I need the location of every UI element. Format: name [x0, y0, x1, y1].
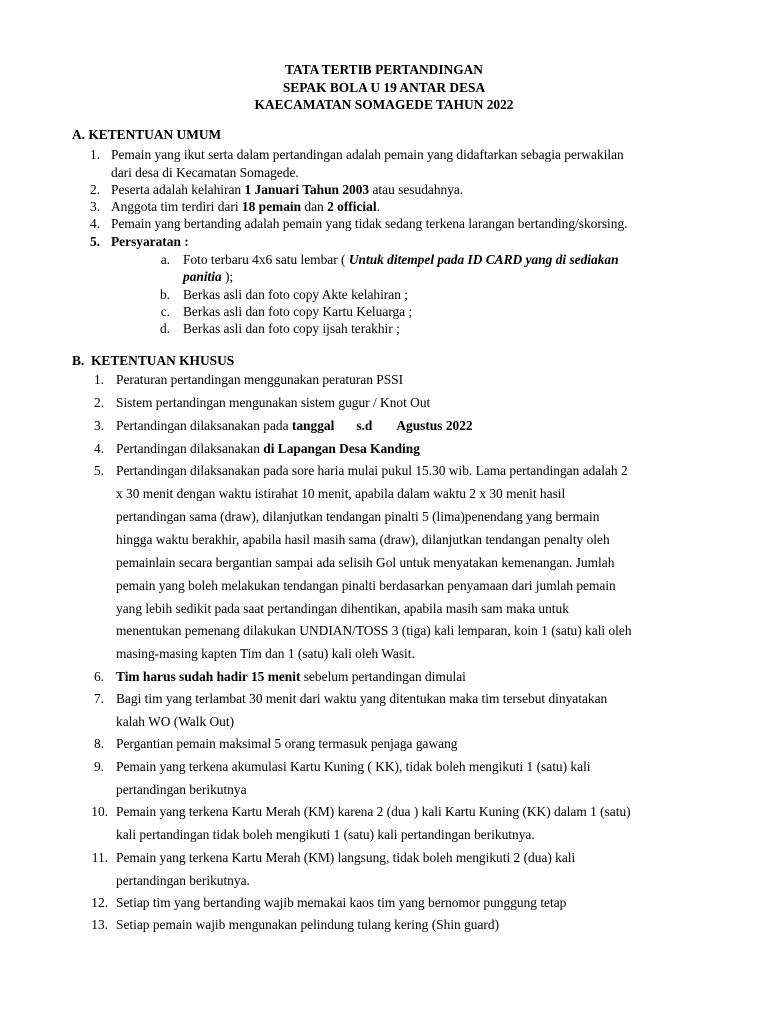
a-sub-d-letter: d. — [159, 321, 170, 336]
b-item-5-line-8: menentukan pemenang dilakukan UNDIAN/TOSS 3 (tiga) kali lemparan, koin 1 (satu) kali oleh — [116, 623, 632, 638]
b-item-1-num: 1. — [93, 372, 104, 387]
doc-title-line-3: KAECAMATAN SOMAGEDE TAHUN 2022 — [254, 97, 514, 112]
b-item-5-line-4: hingga waktu berakhir, apabila hasil masih sama (draw), dilanjutkan tendangan penalty oleh — [116, 532, 610, 547]
section-b-heading: B. KETENTUAN KHUSUS — [72, 353, 235, 368]
b-item-5-num: 5. — [93, 463, 104, 478]
b-item-7-line-1: Bagi tim yang terlambat 30 menit dari waktu yang ditentukan maka tim tersebut dinyatakan — [116, 691, 608, 706]
a-sub-a-line-2: panitia ); — [183, 269, 234, 284]
section-a-heading: A. KETENTUAN UMUM — [72, 127, 222, 142]
b-item-12: Setiap tim yang bertanding wajib memakai kaos tim yang bernomor punggung tetap — [116, 895, 567, 910]
a-sub-a-line-1: Foto terbaru 4x6 satu lembar ( Untuk ditempel pada ID CARD yang di sediakan — [183, 252, 619, 267]
a-item-4: Pemain yang bertanding adalah pemain yang tidak sedang terkena larangan bertanding/skorsing. — [111, 216, 628, 231]
a-item-5-label: Persyaratan : — [111, 234, 189, 249]
b-item-9-line-2: pertandingan berikutnya — [116, 782, 247, 797]
b-item-1: Peraturan pertandingan menggunakan peraturan PSSI — [116, 372, 404, 387]
a-item-5-num: 5. — [89, 234, 100, 249]
a-sub-d: Berkas asli dan foto copy ijsah terakhir ; — [183, 321, 400, 336]
b-item-8: Pergantian pemain maksimal 5 orang termasuk penjaga gawang — [116, 736, 458, 751]
a-item-1-num: 1. — [89, 147, 100, 162]
a-sub-b-letter: b. — [159, 287, 170, 302]
b-item-5-line-6: pemain yang boleh melakukan tendangan pinalti berdasarkan penyamaan dari jumlah pemain — [116, 578, 616, 593]
b-item-5-line-9: masing-masing kapten Tim dan 1 (satu) kali oleh Wasit. — [116, 646, 415, 661]
a-sub-b: Berkas asli dan foto copy Akte kelahiran ; — [183, 287, 408, 302]
b-item-3: Pertandingan dilaksanakan pada tanggal s.d Agustus 2022 — [116, 418, 473, 433]
a-sub-c: Berkas asli dan foto copy Kartu Keluarga ; — [183, 304, 413, 319]
b-item-11-line-1: Pemain yang terkena Kartu Merah (KM) langsung, tidak boleh mengikuti 2 (dua) kali — [116, 850, 576, 865]
b-item-5-line-2: x 30 menit dengan waktu istirahat 10 menit, apabila dalam waktu 2 x 30 menit hasil — [116, 486, 566, 501]
b-item-4-num: 4. — [93, 441, 104, 456]
a-sub-c-letter: c. — [160, 304, 170, 319]
b-item-5-line-5: pemainlain secara bergantian sampai ada selisih Gol untuk menyatakan kemenangan. Jumlah — [116, 555, 615, 570]
a-item-1-line-1: Pemain yang ikut serta dalam pertandingan adalah pemain yang didaftarkan sebagia perwakilan — [111, 147, 624, 162]
b-item-9-num: 9. — [93, 759, 104, 774]
a-item-2-num: 2. — [89, 182, 100, 197]
b-item-7-line-2: kalah WO (Walk Out) — [116, 714, 235, 729]
b-item-10-line-1: Pemain yang terkena Kartu Merah (KM) karena 2 (dua ) kali Kartu Kuning (KK) dalam 1 (satu) — [116, 804, 631, 819]
b-item-9-line-1: Pemain yang terkena akumulasi Kartu Kuning ( KK), tidak boleh mengikuti 1 (satu) kali — [116, 759, 591, 774]
a-item-3-num: 3. — [89, 199, 100, 214]
b-item-2: Sistem pertandingan mengunakan sistem gugur / Knot Out — [116, 395, 431, 410]
b-item-8-num: 8. — [93, 736, 104, 751]
b-item-12-num: 12. — [91, 895, 108, 910]
b-item-5-line-3: pertandingan sama (draw), dilanjutkan tendangan pinalti 5 (lima)penendang yang bermain — [116, 509, 600, 524]
b-item-2-num: 2. — [93, 395, 104, 410]
b-item-3-num: 3. — [93, 418, 104, 433]
a-item-3: Anggota tim terdiri dari 18 pemain dan 2 official. — [111, 199, 380, 214]
b-item-13: Setiap pemain wajib mengunakan pelindung tulang kering (Shin guard) — [116, 917, 500, 932]
doc-title-line-1: TATA TERTIB PERTANDINGAN — [285, 62, 483, 77]
a-sub-a-letter: a. — [160, 252, 170, 267]
b-item-6-num: 6. — [93, 669, 104, 684]
b-item-11-line-2: pertandingan berikutnya. — [116, 873, 250, 888]
b-item-10-num: 10. — [91, 804, 108, 819]
b-item-7-num: 7. — [93, 691, 104, 706]
b-item-5-line-7: yang lebih sedikit pada saat pertandingan dihentikan, apabila masih sam maka untuk — [116, 601, 569, 616]
a-item-1-line-2: dari desa di Kecamatan Somagede. — [111, 165, 299, 180]
b-item-11-num: 11. — [91, 850, 108, 865]
b-item-13-num: 13. — [91, 917, 108, 932]
doc-title-line-2: SEPAK BOLA U 19 ANTAR DESA — [282, 80, 486, 95]
a-item-2: Peserta adalah kelahiran 1 Januari Tahun 2003 atau sesudahnya. — [111, 182, 464, 197]
b-item-4: Pertandingan dilaksanakan di Lapangan Desa Kanding — [116, 441, 420, 456]
a-item-4-num: 4. — [89, 216, 100, 231]
b-item-5-line-1: Pertandingan dilaksanakan pada sore haria mulai pukul 15.30 wib. Lama pertandingan adalah 2 — [116, 463, 628, 478]
b-item-10-line-2: kali pertandingan tidak boleh mengikuti 1 (satu) kali pertandingan berikutnya. — [116, 827, 535, 842]
b-item-6: Tim harus sudah hadir 15 menit sebelum pertandingan dimulai — [116, 669, 466, 684]
